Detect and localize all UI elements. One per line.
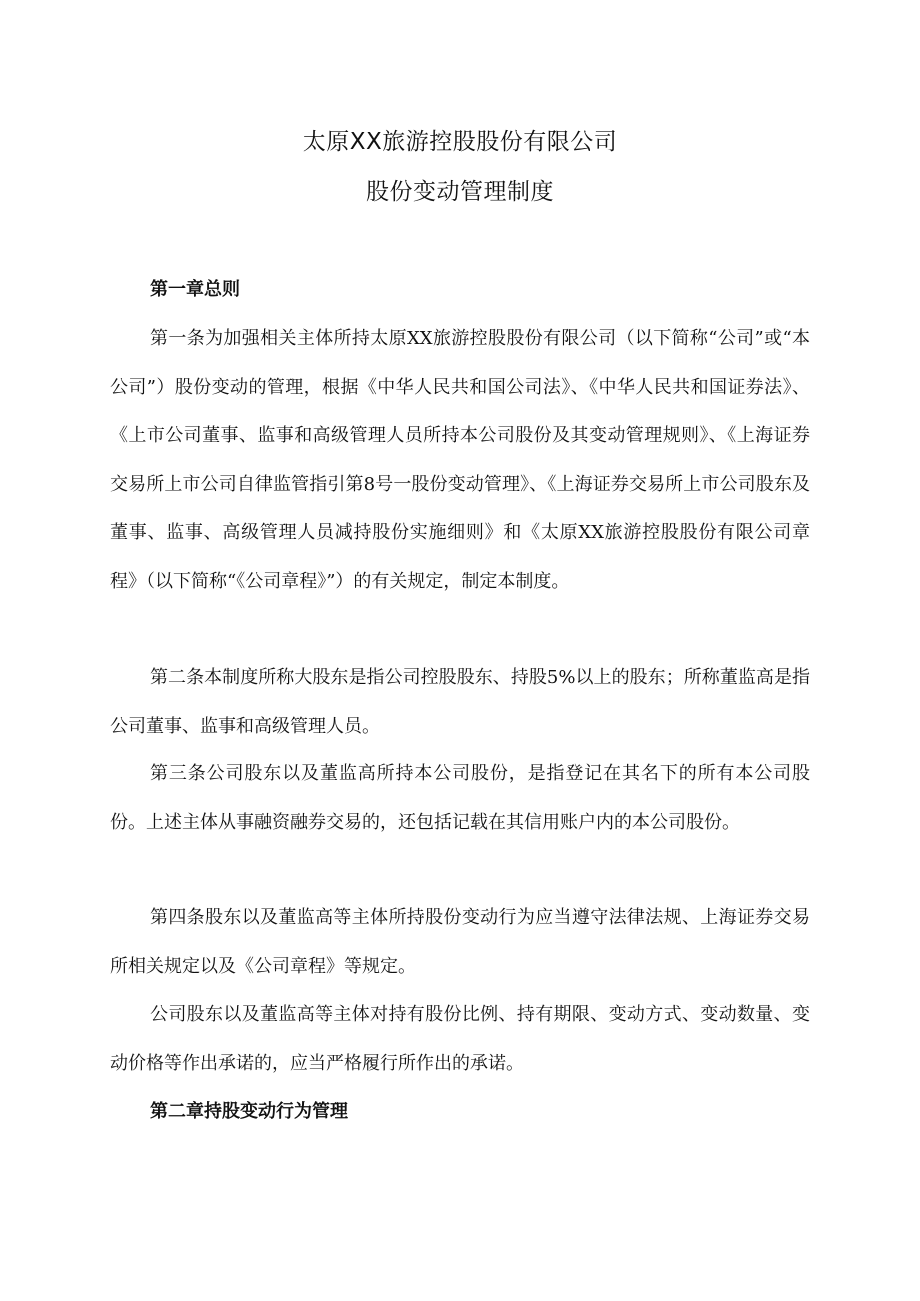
article-3-paragraph: 第三条公司股东以及董监高所持本公司股份，是指登记在其名下的所有本公司股份。上述主体从事融资融券交易的，还包括记载在其信用账户内的本公司股份。 [110, 763, 810, 833]
article-2-paragraph: 第二条本制度所称大股东是指公司控股股东、持股5%以上的股东；所称董监高是指公司董事、监事和高级管理人员。 [110, 667, 810, 737]
chapter-heading-1: 第一章总则 [150, 279, 240, 300]
document-title: 太原XX旅游控股股份有限公司 [302, 129, 618, 155]
article-1-paragraph: 第一条为加强相关主体所持太原XX旅游控股股份有限公司（以下简称“公司”或“本公司”）股份变动的管理，根据《中华人民共和国公司法》、《中华人民共和国证券法》、《上市公司董事、监事和高级管理人员所持本公司股份及其变动管理规则》、《上海证券交易所上市公司自律监管指引第8号一股份变动管理》、《上海证券交易所上市公司股东及董事、监事、高级管理人员减持股份实施细则》和《太原XX旅游控股股份有限公司章程》（以下简称“《公司章程》”）的有关规定，制定本制度。 [110, 328, 810, 592]
document-subtitle: 股份变动管理制度 [366, 179, 554, 205]
chapter-heading-2: 第二章持股变动行为管理 [150, 1101, 348, 1122]
article-4-paragraph: 第四条股东以及董监高等主体所持股份变动行为应当遵守法律法规、上海证券交易所相关规定以及《公司章程》等规定。 [110, 907, 810, 977]
article-4-second-paragraph: 公司股东以及董监高等主体对持有股份比例、持有期限、变动方式、变动数量、变动价格等作出承诺的，应当严格履行所作出的承诺。 [110, 1004, 810, 1074]
